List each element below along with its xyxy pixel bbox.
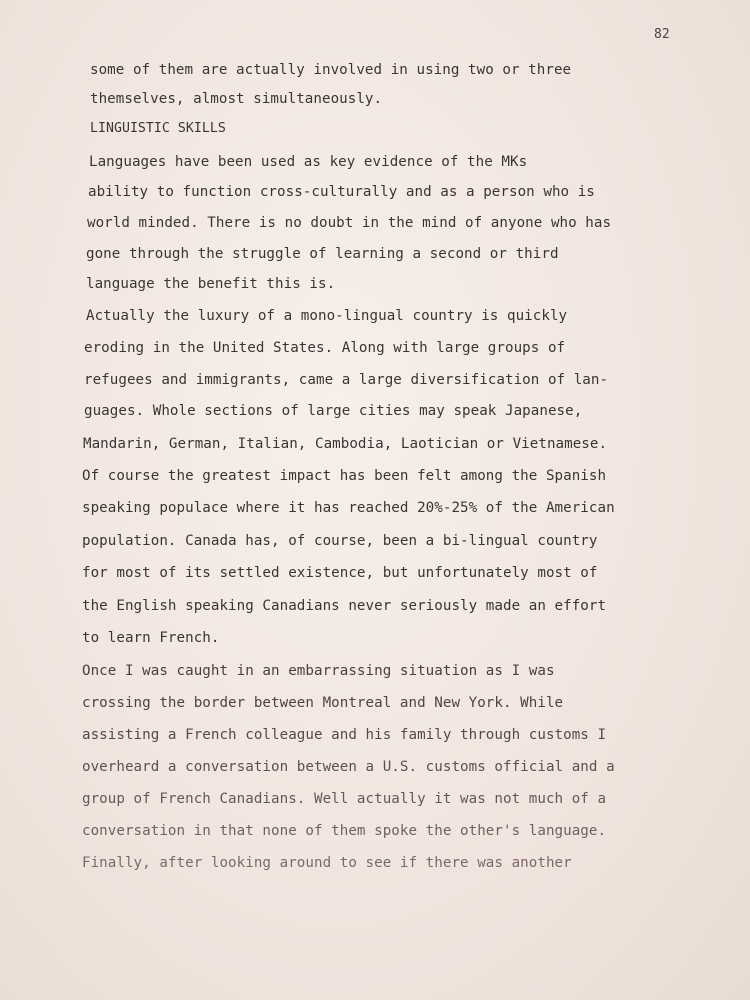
text-line: ability to function cross-culturally and as a person who is [88, 184, 595, 200]
text-line: to learn French. [82, 630, 220, 646]
text-line: guages. Whole sections of large cities may speak Japanese, [84, 403, 583, 419]
text-line: themselves, almost simultaneously. [90, 91, 383, 107]
text-line: group of French Canadians. Well actually it was not much of a [82, 791, 607, 807]
text-line: some of them are actually involved in using two or three [90, 62, 572, 78]
text-line: crossing the border between Montreal and New York. While [82, 695, 564, 711]
text-line: population. Canada has, of course, been a bi-lingual country [82, 533, 598, 549]
text-line: eroding in the United States. Along with large groups of [84, 340, 566, 356]
text-line: the English speaking Canadians never seriously made an effort [82, 598, 607, 614]
text-line: Languages have been used as key evidence of the MKs [89, 154, 528, 170]
text-line: conversation in that none of them spoke the other's language. [82, 823, 607, 839]
text-line: Finally, after looking around to see if there was another [82, 855, 572, 871]
text-line: Actually the luxury of a mono-lingual country is quickly [86, 308, 568, 324]
text-line: assisting a French colleague and his family through customs I [82, 727, 607, 743]
section-heading: LINGUISTIC SKILLS [90, 121, 226, 136]
text-line: Mandarin, German, Italian, Cambodia, Laotician or Vietnamese. [83, 436, 608, 452]
text-line: overheard a conversation between a U.S. customs official and a [82, 759, 615, 775]
text-line: Of course the greatest impact has been felt among the Spanish [82, 468, 607, 484]
text-line: gone through the struggle of learning a second or third [86, 246, 559, 262]
text-line: refugees and immigrants, came a large diversification of lan- [84, 372, 609, 388]
text-line: for most of its settled existence, but unfortunately most of [82, 565, 598, 581]
text-line: world minded. There is no doubt in the mind of anyone who has [87, 215, 612, 231]
text-line: language the benefit this is. [86, 276, 336, 292]
page-number: 82 [654, 27, 670, 42]
text-line: speaking populace where it has reached 20%-25% of the American [82, 500, 615, 516]
text-line: Once I was caught in an embarrassing situation as I was [82, 663, 555, 679]
